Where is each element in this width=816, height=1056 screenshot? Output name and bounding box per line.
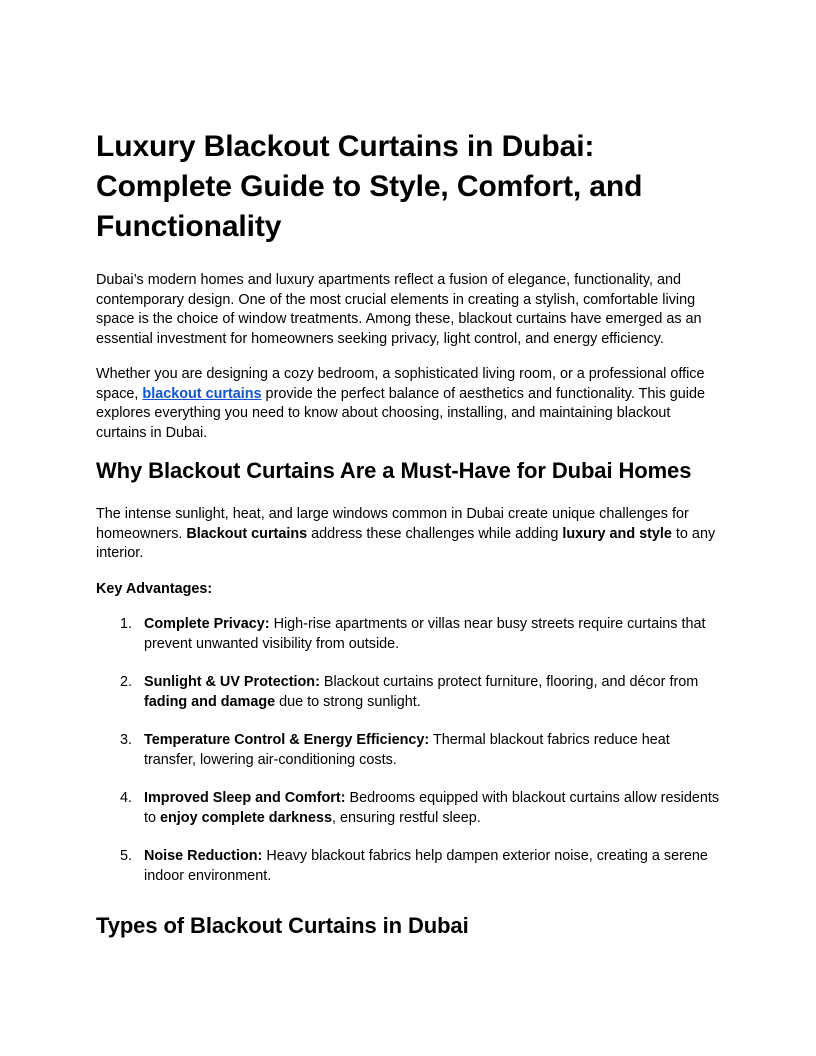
list-number: 2. [120,674,133,690]
whether-paragraph [96,365,721,443]
list-number: 5. [120,848,133,864]
blackout-curtains-link[interactable]: blackout curtains [142,385,262,402]
key-advantages-heading [96,580,721,600]
sunlight-text: to any interior. [96,525,716,561]
list-item-label: Noise Reduction: [144,848,263,864]
section-heading-why: Why Blackout Curtains Are a Must-Have for Dubai Homes [96,458,692,483]
sunlight-paragraph [96,505,721,564]
list-item [96,847,721,886]
list-number: 3. [120,732,133,748]
list-item-text: , ensuring restful sleep. [331,809,481,826]
list-item-label: Temperature Control & Energy Efficiency: [144,732,430,748]
list-item-bold: fading and damage [144,693,276,710]
list-item-text: Heavy blackout fabrics help dampen exterior noise, creating a serene indoor environment. [144,848,708,884]
sunlight-bold-luxury: luxury and style [562,525,672,542]
sunlight-bold-blackout: Blackout curtains [186,525,308,542]
list-number: 1. [120,616,133,632]
list-item-label: Improved Sleep and Comfort: [144,790,346,806]
list-item [96,789,721,828]
whether-text-before: Whether you are designing a cozy bedroom, a sophisticated living room, or a professional office space, [96,366,705,402]
list-item [96,673,721,712]
list-item-label: Complete Privacy: [144,616,270,632]
list-number: 4. [120,790,133,806]
list-item [96,731,721,770]
whether-text-after: provide the perfect balance of aesthetics and functionality. This guide explores everything you need to know about choosing, installing, and maintaining blackout curtains in Dubai. [96,385,706,441]
list-item-text: High-rise apartments or villas near busy streets require curtains that prevent unwanted visibility from outside. [144,616,706,652]
advantages-list [96,615,721,886]
section-heading-types: Types of Blackout Curtains in Dubai [96,913,469,938]
key-advantages-label: Key Advantages: [96,580,213,597]
document-page [96,127,721,940]
list-item-label: Sunlight & UV Protection: [144,674,320,690]
intro-paragraph: Dubai’s modern homes and luxury apartments reflect a fusion of elegance, functionality, and contemporary design. One of the most crucial elements in creating a stylish, comfortable living space is the choice of window treatments. Among these, blackout curtains have emerged as an essential investment for homeowners seeking privacy, light control, and energy efficiency. [96,272,702,347]
sunlight-text: address these challenges while adding [307,525,563,542]
list-item-bold: enjoy complete darkness [160,809,332,826]
sunlight-text: The intense sunlight, heat, and large windows common in Dubai create unique challenges for homeowners. [96,506,689,542]
page-title: Luxury Blackout Curtains in Dubai: Complete Guide to Style, Comfort, and Functionality [96,130,643,243]
list-item-text: Blackout curtains protect furniture, flooring, and décor from [319,674,699,690]
list-item-text: Bedrooms equipped with blackout curtains allow residents to [144,790,720,826]
list-item [96,615,721,654]
list-item-text: Thermal blackout fabrics reduce heat transfer, lowering air-conditioning costs. [144,732,670,768]
list-item-text: due to strong sunlight. [275,693,421,710]
